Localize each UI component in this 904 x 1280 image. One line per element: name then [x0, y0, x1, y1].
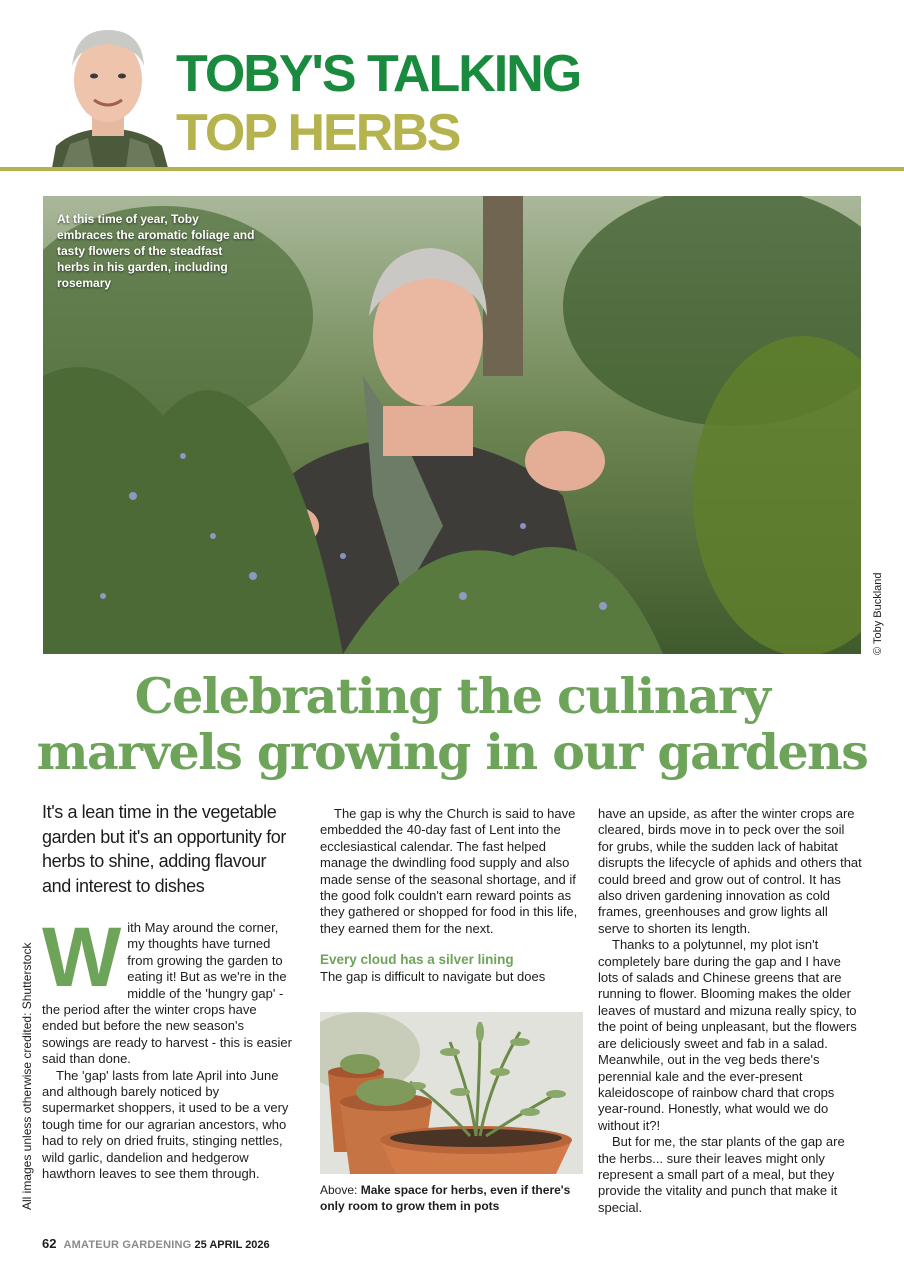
article-column-2	[320, 806, 582, 986]
subheading: Every cloud has a silver lining	[320, 952, 514, 968]
page-number: 62	[42, 1236, 57, 1251]
page-footer	[42, 1236, 270, 1251]
hero-caption: At this time of year, Toby embraces the aromatic foliage and tasty flowers of the steadfast herbs in his garden, including rosemary	[57, 212, 255, 290]
paragraph-1	[42, 910, 292, 1068]
photo-credit: © Toby Buckland	[872, 572, 884, 655]
caption-text: Make space for herbs, even if there's only room to grow them in pots	[320, 1183, 571, 1213]
herb-photo-caption	[320, 1182, 583, 1214]
header-divider	[0, 167, 904, 171]
drop-cap: W	[42, 910, 122, 1004]
standfirst: It's a lean time in the vegetable garden but it's an opportunity for herbs to shine, adding flavour and interest to dishes	[42, 802, 286, 896]
article-column-1	[42, 800, 292, 1183]
headline-line1: Celebrating the culinary	[134, 667, 770, 725]
image-credit-note: All images unless otherwise credited: Shutterstock	[20, 942, 34, 1210]
herb-pots-photo	[320, 1012, 583, 1174]
paragraph-4-continued: have an upside, as after the winter crops are cleared, birds move in to peck over the soil for grubs, while the sudden lack of habitat disrupts the lifecycle of aphids and others that could breed and grow out of control. It has also driven gardening innovation as cold frames, greenhouses and grow lights all serve to shorten its length.	[598, 806, 862, 936]
headline-line2: marvels growing in our gardens	[36, 723, 868, 781]
issue-date: 25 APRIL 2026	[194, 1239, 270, 1251]
author-portrait	[42, 18, 174, 168]
paragraph-2: The 'gap' lasts from late April into June and although barely noticed by supermarket shoppers, it used to be a very tough time for our agrarian ancestors, who had to rely on dried fruits, stinging nettles, wild garlic, dandelion and hedgerow hawthorn leaves to see them through.	[42, 1067, 289, 1182]
paragraph-5: Thanks to a polytunnel, my plot isn't completely bare during the gap and I have lots of salads and Chinese greens that are running to flower. Blooming makes the older leaves of mustard and mizuna really spicy, to the point of being unpleasant, but the flowers are deliciously sweet and fab in a salad. Meanwhile, out in the veg beds there's perennial kale and the ever-present kaleidoscope of rainbow chard that crops year-round. Honestly, what would we do without it?!	[598, 937, 857, 1133]
article-headline	[30, 668, 874, 780]
column-title-line1: TOBY'S TALKING	[176, 45, 581, 103]
caption-prefix: Above:	[320, 1183, 358, 1197]
paragraph-1-text: ith May around the corner, my thoughts have turned from growing the garden to eating it! But as we're in the middle of the 'hungry gap' - the period after the winter crops have ended but before the new season's sowings are ready to harvest - this is easier said than done.	[42, 920, 292, 1067]
paragraph-3: The gap is why the Church is said to have embedded the 40-day fast of Lent into the ecclesiastical calendar. The fast helped manage the dwindling food supply and also made sense of the seasonal shortage, and if the good folk couldn't earn reward points as they gathered or shopped for food in this life, they earned them for the next.	[320, 806, 578, 936]
magazine-name: AMATEUR GARDENING	[63, 1239, 192, 1251]
column-title-line2: TOP HERBS	[176, 104, 460, 162]
article-column-3	[598, 806, 863, 1216]
paragraph-6: But for me, the star plants of the gap are the herbs... sure their leaves might only represent a small part of a meal, but they provide the vitality and punch that make it special.	[598, 1134, 845, 1215]
paragraph-4-start: The gap is difficult to navigate but does	[320, 969, 546, 985]
